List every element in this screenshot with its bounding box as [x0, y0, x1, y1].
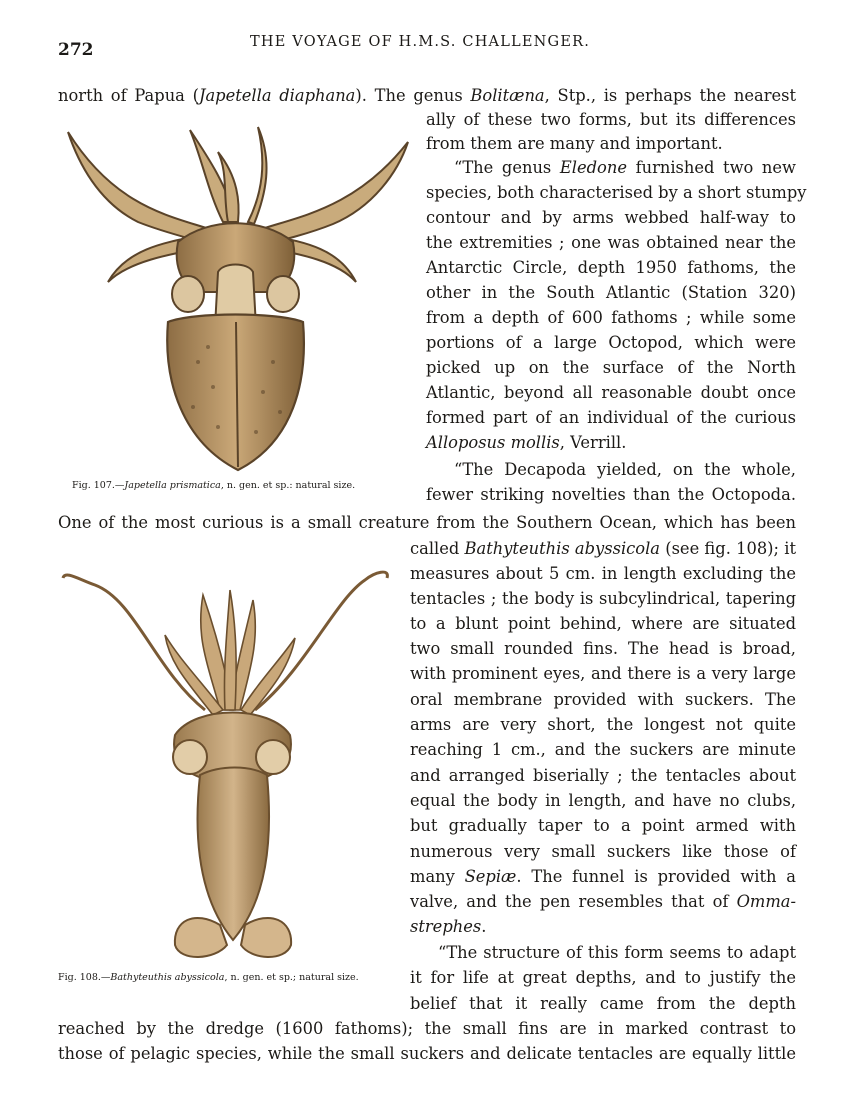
caption-rest: , n. gen. et sp.: natural size.	[220, 480, 356, 491]
text-line: two small rounded fins. The head is broad,	[410, 639, 796, 658]
text-line: portions of a large Octopod, which were	[426, 333, 796, 352]
text-line: species, both characterised by a short stumpy	[426, 183, 807, 202]
text-line: other in the South Atlantic (Station 320)	[426, 283, 796, 302]
text-line: equal the body in length, and have no clubs,	[410, 791, 796, 810]
text-line: One of the most curious is a small creature from the Southern Ocean, which has been	[58, 513, 796, 532]
text-line: “The genus Eledone furnished two new	[454, 158, 796, 177]
running-title: THE VOYAGE OF H.M.S. CHALLENGER.	[250, 34, 591, 50]
text-line: oral membrane provided with suckers. The	[410, 690, 796, 709]
text-line: and arranged biserially ; the tentacles about	[410, 766, 796, 785]
text-line: called Bathyteuthis abyssicola (see fig. 108); it	[410, 539, 796, 558]
text-line: valve, and the pen resembles that of Omma-	[410, 892, 796, 911]
figure-108-caption: Fig. 108.—Bathyteuthis abyssicola, n. gen. et sp.; natural size.	[58, 972, 359, 983]
text-line: those of pelagic species, while the small suckers and delicate tentacles are equally little	[58, 1044, 796, 1063]
page-number: 272	[58, 40, 94, 60]
text-line: north of Papua (Japetella diaphana). The genus Bolitæna, Stp., is perhaps the nearest	[58, 86, 797, 105]
text-line: reached by the dredge (1600 fathoms); the small fins are in marked contrast to	[58, 1019, 796, 1038]
text-line: with prominent eyes, and there is a very large	[410, 664, 796, 683]
text-line: contour and by arms webbed half-way to	[426, 208, 796, 227]
figure-107-caption: Fig. 107.—Japetella prismatica, n. gen. et sp.: natural size.	[72, 480, 356, 491]
figure-108-squid-illustration	[55, 560, 405, 965]
text-line: many Sepiæ. The funnel is provided with a	[410, 867, 796, 886]
text-line: formed part of an individual of the curious	[426, 408, 796, 427]
text-line: picked up on the surface of the North	[426, 358, 796, 377]
text-line: the extremities ; one was obtained near the	[426, 233, 796, 252]
caption-rest: , n. gen. et sp.; natural size.	[224, 972, 359, 983]
figure-107-octopus-illustration	[58, 122, 413, 472]
text-line: fewer striking novelties than the Octopoda.	[426, 485, 796, 504]
text-line: but gradually taper to a point armed with	[410, 816, 796, 835]
text-line: arms are very short, the longest not quite	[410, 715, 796, 734]
text-line: to a blunt point behind, where are situated	[410, 614, 796, 633]
text-line: from a depth of 600 fathoms ; while some	[426, 308, 796, 327]
text-line: reaching 1 cm., and the suckers are minute	[410, 740, 796, 759]
caption-species: Bathyteuthis abyssicola	[110, 972, 225, 983]
text-line: “The structure of this form seems to adapt	[438, 943, 796, 962]
caption-label: Fig. 107.	[72, 480, 115, 491]
caption-label: Fig. 108.	[58, 972, 101, 983]
text-line: Antarctic Circle, depth 1950 fathoms, the	[426, 258, 796, 277]
text-line: numerous very small suckers like those of	[410, 842, 796, 861]
text-line: belief that it really came from the depth	[410, 994, 796, 1013]
text-line: Alloposus mollis, Verrill.	[426, 433, 627, 452]
caption-species: Japetella prismatica	[124, 480, 221, 491]
text-line: Atlantic, beyond all reasonable doubt once	[426, 383, 796, 402]
text-line: from them are many and important.	[426, 134, 723, 153]
text-line: ally of these two forms, but its differences	[426, 110, 796, 129]
text-line: measures about 5 cm. in length excluding the	[410, 564, 796, 583]
text-line: it for life at great depths, and to justify the	[410, 968, 796, 987]
text-line: strephes.	[410, 917, 487, 936]
text-line: tentacles ; the body is subcylindrical, tapering	[410, 589, 796, 608]
text-line: “The Decapoda yielded, on the whole,	[454, 460, 796, 479]
